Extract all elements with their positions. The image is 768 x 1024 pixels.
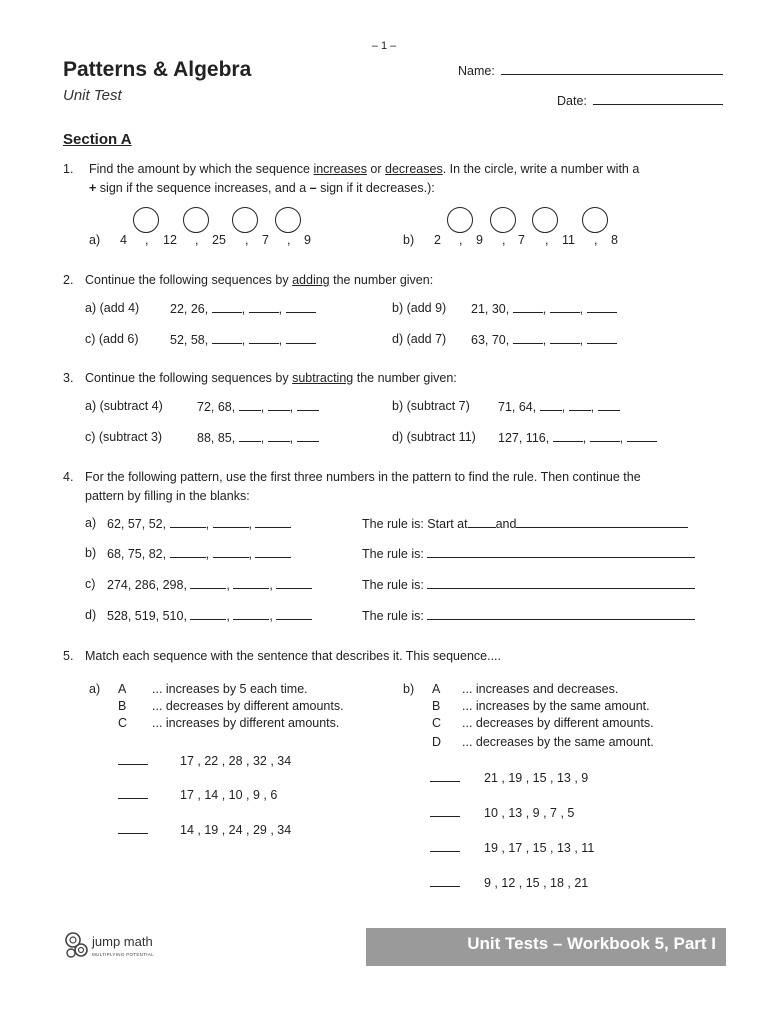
page-title: Patterns & Algebra: [63, 58, 252, 81]
q1b-term-4: 11: [562, 233, 575, 247]
q1b-answer-circle-4[interactable]: [582, 207, 608, 233]
q4c-item: 274, 286, 298, , ,: [107, 577, 312, 592]
q2a-label: a) (add 4): [85, 301, 140, 315]
q3c-blank-2[interactable]: [268, 430, 290, 442]
q2a-blank-1[interactable]: [212, 301, 242, 313]
q5b-option-text: ... decreases by different amounts.: [462, 716, 654, 730]
q3a-label: a) (subtract 4): [85, 399, 163, 413]
q4b-blank-1[interactable]: [170, 546, 206, 558]
q5a-match-blank-3[interactable]: [118, 822, 148, 834]
q1b-comma: ,: [502, 233, 506, 247]
q2a-blank-2[interactable]: [249, 301, 279, 313]
q2d-label: d) (add 7): [392, 332, 447, 346]
logo-wordmark: jump math: [92, 934, 153, 949]
q5b-match-blank-2[interactable]: [430, 805, 460, 817]
q5a-match-row: 14 , 19 , 24 , 29 , 34: [118, 822, 291, 837]
q2b-blank-2[interactable]: [550, 301, 580, 313]
q1b-answer-circle-2[interactable]: [490, 207, 516, 233]
q3c-label: c) (subtract 3): [85, 430, 163, 444]
q4a-blank-1[interactable]: [170, 516, 206, 528]
q3-number: 3.: [63, 371, 74, 385]
q4-text-line2: pattern by filling in the blanks:: [85, 489, 250, 503]
q5b-option-letter: D: [432, 735, 442, 749]
q4b-item: 68, 75, 82, , ,: [107, 546, 291, 561]
date-line[interactable]: [593, 92, 723, 105]
q4d-rule-blank[interactable]: [427, 608, 695, 620]
q1a-term-2: 12: [163, 233, 177, 247]
q4-text-line1: For the following pattern, use the first three numbers in the pattern to find the rule. Then continue the: [85, 470, 641, 484]
q4a-blank-2[interactable]: [213, 516, 249, 528]
q4c-blank-1[interactable]: [190, 577, 226, 589]
q1b-term-1: 2: [434, 233, 441, 247]
q3a-blank-2[interactable]: [268, 399, 290, 411]
q4c-label: c): [85, 577, 96, 591]
q1b-comma: ,: [594, 233, 598, 247]
page-subtitle: Unit Test: [63, 87, 122, 104]
q5b-option-text: ... increases and decreases.: [462, 682, 619, 696]
q1a-term-3: 25: [212, 233, 226, 247]
q1b-term-5: 8: [611, 233, 618, 247]
q2d-blank-2[interactable]: [550, 332, 580, 344]
q4d-label: d): [85, 608, 97, 622]
q2a-item: 22, 26, , ,: [170, 301, 316, 316]
q5a-option-text: ... increases by 5 each time.: [152, 682, 308, 696]
q1a-term-1: 4: [120, 233, 127, 247]
name-line[interactable]: [501, 62, 723, 75]
q4d-item: 528, 519, 510, , ,: [107, 608, 312, 623]
q5a-match-row: 17 , 14 , 10 , 9 , 6: [118, 787, 277, 802]
q3d-item: 127, 116, , ,: [498, 430, 657, 445]
q3c-blank-3[interactable]: [297, 430, 319, 442]
q1a-answer-circle-1[interactable]: [133, 207, 159, 233]
q3d-blank-3[interactable]: [627, 430, 657, 442]
q4-number: 4.: [63, 470, 74, 484]
q5-text: Match each sequence with the sentence that describes it. This sequence....: [85, 649, 501, 663]
q1a-comma: ,: [195, 233, 199, 247]
q4a-rule-blank[interactable]: [516, 516, 688, 528]
q3b-blank-2[interactable]: [569, 399, 591, 411]
page-number: – 1 –: [371, 40, 397, 52]
q5a-option-letter: B: [118, 699, 127, 713]
q3a-blank-3[interactable]: [297, 399, 319, 411]
date-field[interactable]: [557, 92, 723, 108]
q1a-term-4: 7: [262, 233, 269, 247]
q5b-option-letter: A: [432, 682, 441, 696]
q4a-label: a): [85, 516, 97, 530]
q1a-comma: ,: [145, 233, 149, 247]
name-label: Name:: [458, 64, 495, 78]
q5a-option-text: ... increases by different amounts.: [152, 716, 340, 730]
q1b-answer-circle-1[interactable]: [447, 207, 473, 233]
q1b-answer-circle-3[interactable]: [532, 207, 558, 233]
q5b-option-letter: C: [432, 716, 442, 730]
q1b-comma: ,: [459, 233, 463, 247]
q4b-rule: The rule is:: [362, 546, 695, 561]
q5a-option-text: ... decreases by different amounts.: [152, 699, 344, 713]
q5b-match-row: 21 , 19 , 15 , 13 , 9: [430, 770, 588, 785]
q1b-label: b): [403, 233, 415, 247]
q4d-blank-3[interactable]: [276, 608, 312, 620]
q3b-blank-1[interactable]: [540, 399, 562, 411]
q5b-match-blank-4[interactable]: [430, 875, 460, 887]
q1a-comma: ,: [245, 233, 249, 247]
q2d-item: 63, 70, , ,: [471, 332, 617, 347]
q4a-rule: The rule is: Start at and: [362, 516, 688, 531]
section-heading: Section A: [63, 131, 132, 148]
q5a-option-letter: A: [118, 682, 127, 696]
q4b-rule-blank[interactable]: [427, 546, 695, 558]
q4a-item: 62, 57, 52, , ,: [107, 516, 291, 531]
q1a-answer-circle-2[interactable]: [183, 207, 209, 233]
q2b-blank-3[interactable]: [587, 301, 617, 313]
q2b-blank-1[interactable]: [513, 301, 543, 313]
q2c-blank-3[interactable]: [286, 332, 316, 344]
q3d-label: d) (subtract 11): [392, 430, 476, 444]
q5b-label: b): [403, 682, 415, 696]
q2c-label: c) (add 6): [85, 332, 139, 346]
jump-math-logo: [64, 930, 184, 964]
q2c-item: 52, 58, , ,: [170, 332, 316, 347]
q4c-blank-3[interactable]: [276, 577, 312, 589]
q5a-label: a): [89, 682, 101, 696]
q1-text-line1: Find the amount by which the sequence increases or decreases. In the circle, write a number with a: [89, 162, 640, 176]
q5a-option-letter: C: [118, 716, 128, 730]
q2b-label: b) (add 9): [392, 301, 447, 315]
q4a-blank-3[interactable]: [255, 516, 291, 528]
logo-tagline: MULTIPLYING POTENTIAL: [92, 952, 154, 957]
q2-text: Continue the following sequences by adding the number given:: [85, 273, 434, 287]
q5a-match-row: 17 , 22 , 28 , 32 , 34: [118, 753, 291, 768]
q5b-match-row: 9 , 12 , 15 , 18 , 21: [430, 875, 588, 890]
q5a-match-blank-1[interactable]: [118, 753, 148, 765]
q3b-blank-3[interactable]: [598, 399, 620, 411]
q1-number: 1.: [63, 162, 74, 176]
q3b-label: b) (subtract 7): [392, 399, 470, 413]
q3b-item: 71, 64, , ,: [498, 399, 620, 414]
q1a-answer-circle-4[interactable]: [275, 207, 301, 233]
q5-number: 5.: [63, 649, 74, 663]
q4c-rule-blank[interactable]: [427, 577, 695, 589]
q1-text-line2: + sign if the sequence increases, and a – sign if it decreases.):: [89, 181, 435, 195]
name-field[interactable]: [458, 62, 723, 78]
q1a-label: a): [89, 233, 101, 247]
q3d-blank-1[interactable]: [553, 430, 583, 442]
q1a-comma: ,: [287, 233, 291, 247]
q4d-rule: The rule is:: [362, 608, 695, 623]
q2d-blank-3[interactable]: [587, 332, 617, 344]
q4a-rule-start-blank[interactable]: [468, 516, 496, 528]
q4d-blank-1[interactable]: [190, 608, 226, 620]
q3a-item: 72, 68, , ,: [197, 399, 319, 414]
q3-text: Continue the following sequences by subtracting the number given:: [85, 371, 457, 385]
q3c-item: 88, 85, , ,: [197, 430, 319, 445]
q2a-blank-3[interactable]: [286, 301, 316, 313]
q5b-option-letter: B: [432, 699, 441, 713]
q5a-match-blank-2[interactable]: [118, 787, 148, 799]
q5b-match-row: 10 , 13 , 9 , 7 , 5: [430, 805, 574, 820]
q4d-blank-2[interactable]: [233, 608, 269, 620]
q1b-term-2: 9: [476, 233, 483, 247]
q4b-blank-2[interactable]: [213, 546, 249, 558]
q1b-term-3: 7: [518, 233, 525, 247]
q3d-blank-2[interactable]: [590, 430, 620, 442]
date-label: Date:: [557, 94, 587, 108]
footer-title: Unit Tests – Workbook 5, Part I: [467, 934, 716, 953]
q4b-blank-3[interactable]: [255, 546, 291, 558]
q2b-item: 21, 30, , ,: [471, 301, 617, 316]
q5b-option-text: ... increases by the same amount.: [462, 699, 650, 713]
q3a-blank-1[interactable]: [239, 399, 261, 411]
q1a-term-5: 9: [304, 233, 311, 247]
footer-banner: [366, 928, 726, 966]
q2d-blank-1[interactable]: [513, 332, 543, 344]
q2c-blank-2[interactable]: [249, 332, 279, 344]
q5b-match-row: 19 , 17 , 15 , 13 , 11: [430, 840, 594, 855]
q5b-match-blank-3[interactable]: [430, 840, 460, 852]
q5b-option-text: ... decreases by the same amount.: [462, 735, 654, 749]
q2c-blank-1[interactable]: [212, 332, 242, 344]
q4c-blank-2[interactable]: [233, 577, 269, 589]
q3c-blank-1[interactable]: [239, 430, 261, 442]
q4b-label: b): [85, 546, 97, 560]
logo-icon: [64, 930, 90, 960]
q1b-comma: ,: [545, 233, 549, 247]
q4c-rule: The rule is:: [362, 577, 695, 592]
q2-number: 2.: [63, 273, 74, 287]
q1a-answer-circle-3[interactable]: [232, 207, 258, 233]
q5b-match-blank-1[interactable]: [430, 770, 460, 782]
